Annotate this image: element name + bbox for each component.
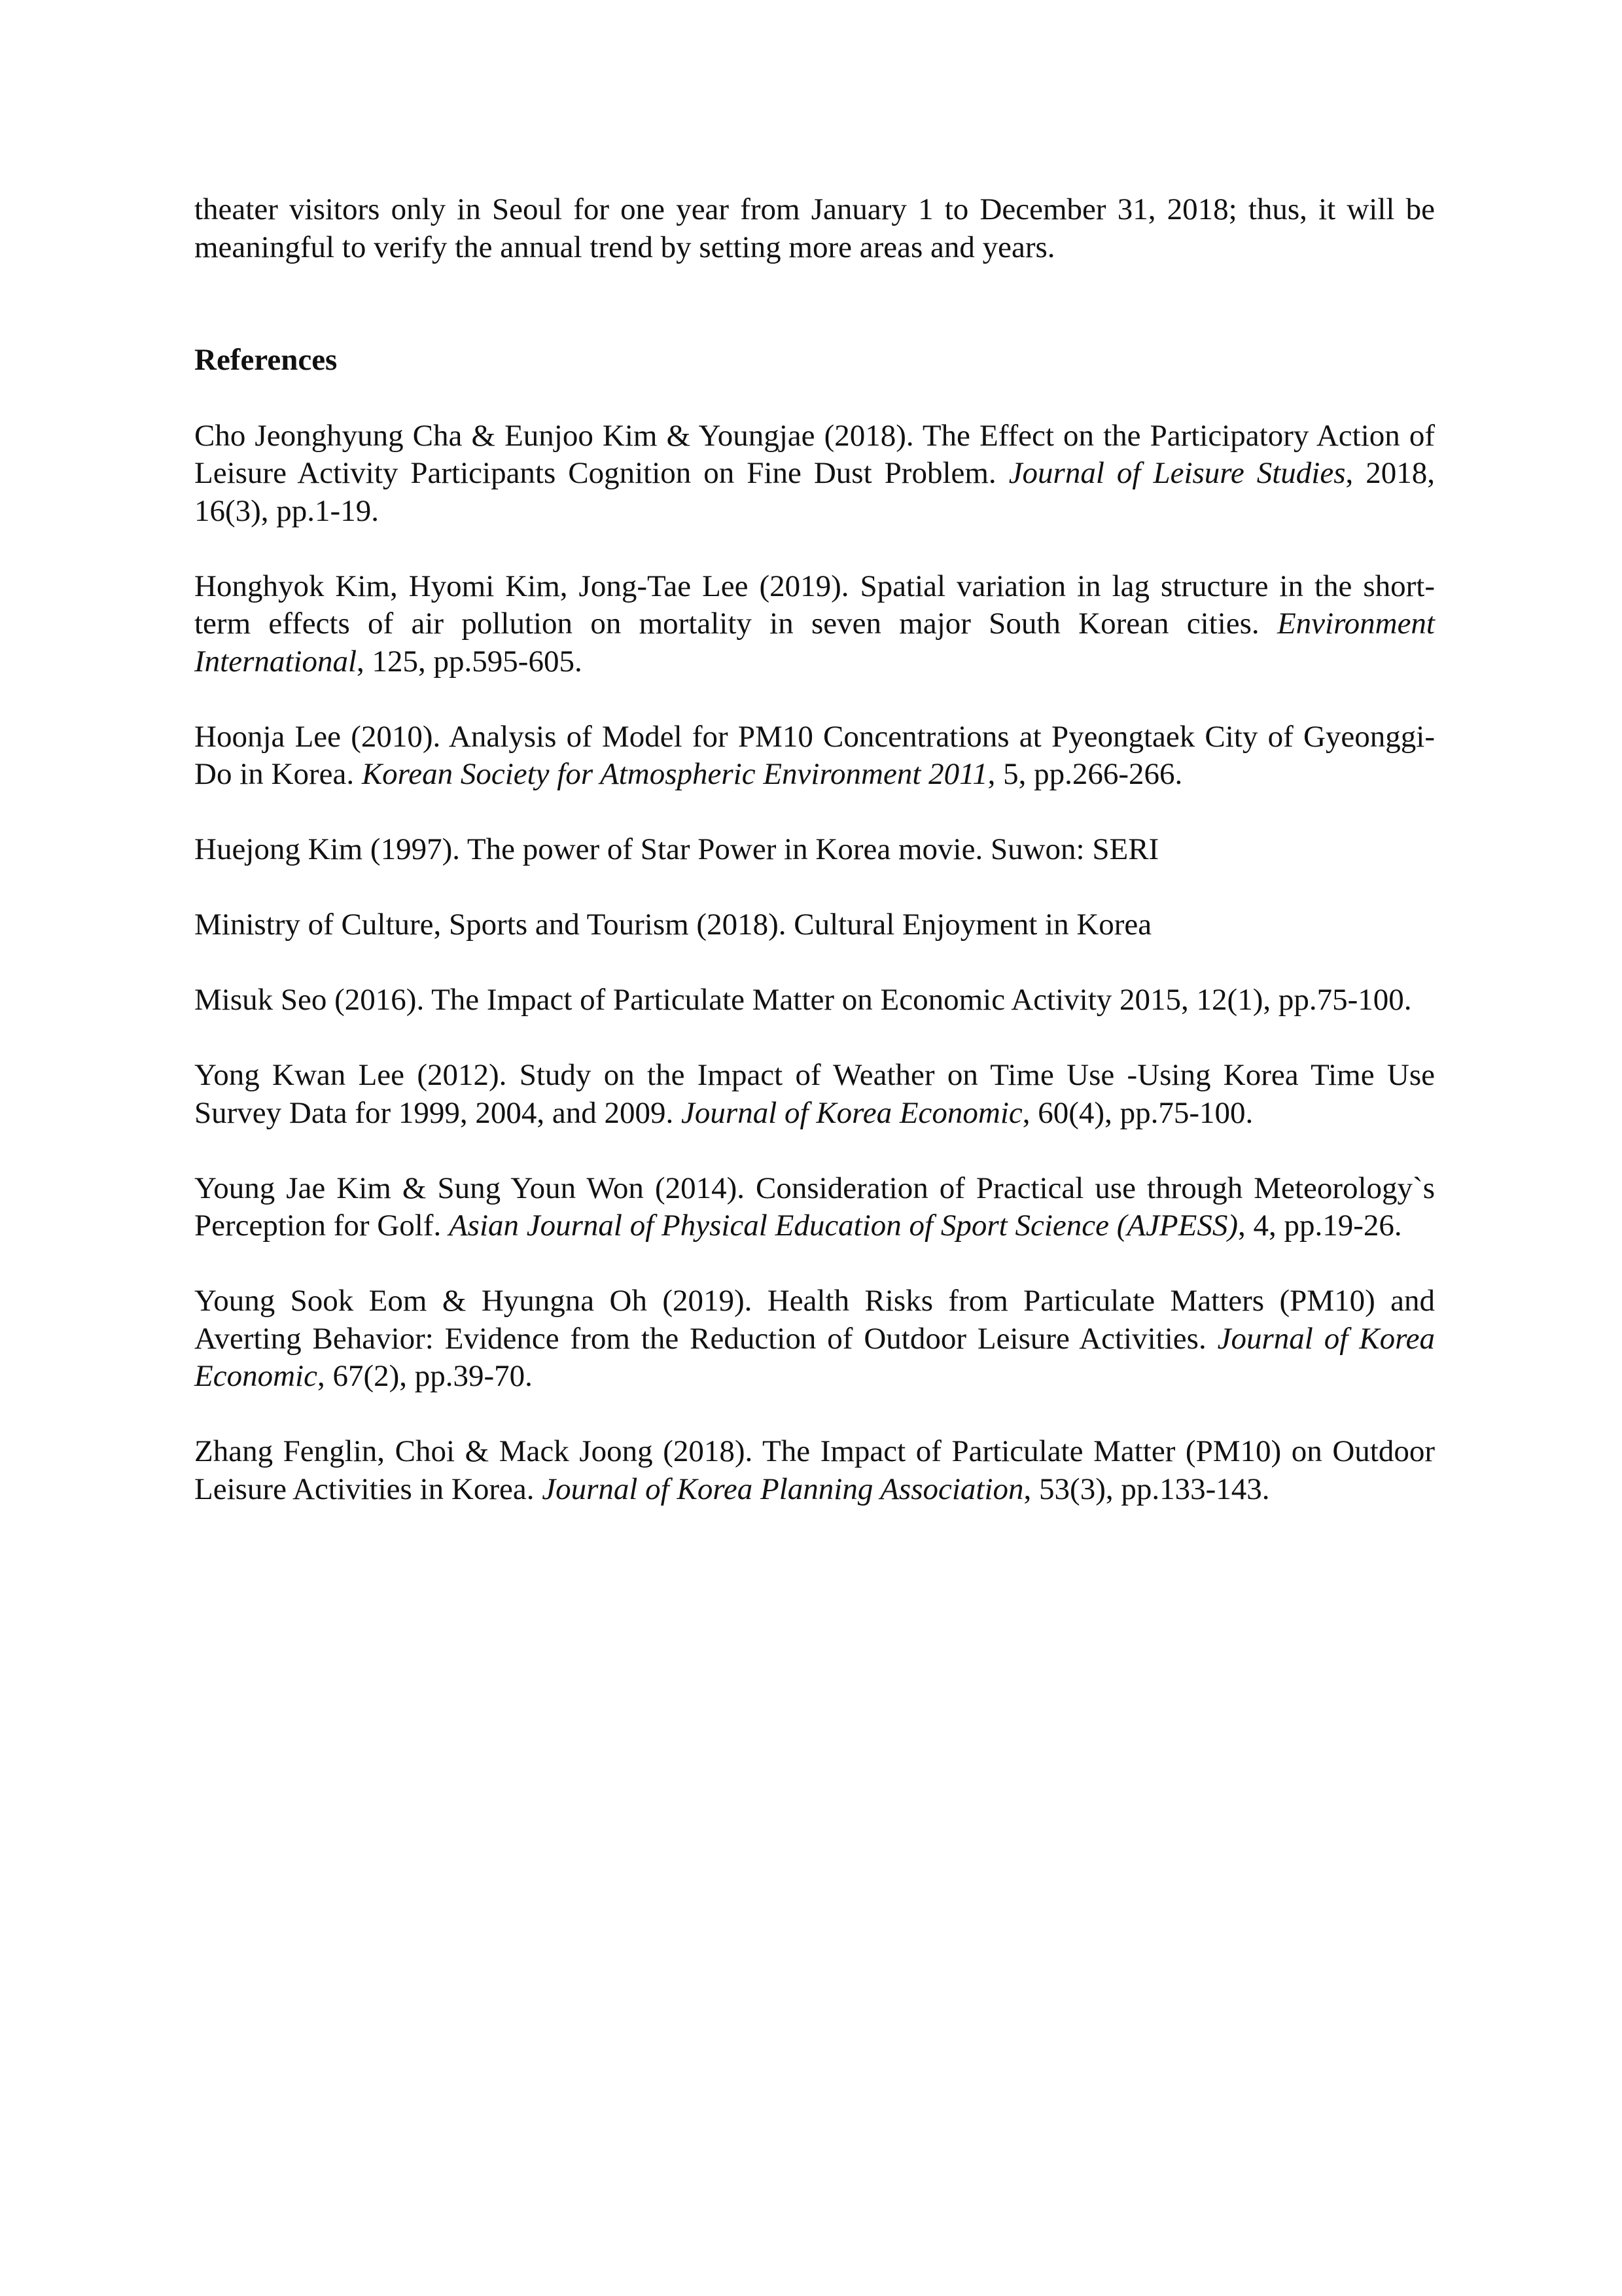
reference-journal: Asian Journal of Physical Education of Sport Science (AJPESS) [448, 1209, 1239, 1243]
reference-journal: Environment International [194, 607, 1435, 679]
reference-text: Honghyok Kim, Hyomi Kim, Jong-Tae Lee (2019). Spatial variation in lag structure in the short-term effects of air pollution on mortality in seven major South Korean cities. [194, 569, 1435, 641]
reference-text: Zhang Fenglin, Choi & Mack Joong (2018). The Impact of Particulate Matter (PM10) on Outdoor Leisure Activities in Korea. [194, 1434, 1435, 1506]
reference-item [194, 1057, 1435, 1132]
reference-item [194, 718, 1435, 794]
document-page [194, 191, 1435, 1546]
reference-journal: Journal of Korea Economic [681, 1095, 1023, 1130]
reference-text: Misuk Seo (2016). The Impact of Particulate Matter on Economic Activity 2015, 12(1), pp.75-100. [194, 983, 1412, 1017]
reference-item [194, 906, 1435, 944]
reference-details: , 67(2), pp.39-70. [317, 1359, 533, 1393]
reference-list [194, 417, 1435, 1509]
reference-details: , 5, pp.266-266. [987, 757, 1183, 791]
reference-journal: Journal of Leisure Studies [1008, 456, 1346, 490]
reference-text: Hoonja Lee (2010). Analysis of Model for PM10 Concentrations at Pyeongtaek City of Gyeonggi-Do in Korea. [194, 719, 1435, 791]
reference-text: Cho Jeonghyung Cha & Eunjoo Kim & Youngjae (2018). The Effect on the Participatory Action of Leisure Activity Participants Cognition on Fine Dust Problem. [194, 418, 1435, 490]
reference-details: , 125, pp.595-605. [357, 644, 582, 679]
reference-journal: Journal of Korea Economic [194, 1321, 1435, 1393]
reference-text: Ministry of Culture, Sports and Tourism (2018). Cultural Enjoyment in Korea [194, 908, 1152, 942]
reference-text: Yong Kwan Lee (2012). Study on the Impact of Weather on Time Use -Using Korea Time Use Survey Data for 1999, 2004, and 2009. [194, 1058, 1435, 1130]
reference-item [194, 1170, 1435, 1245]
reference-journal: Korean Society for Atmospheric Environment 2011 [361, 757, 988, 791]
references-heading: References [194, 343, 338, 377]
reference-text: Young Sook Eom & Hyungna Oh (2019). Health Risks from Particulate Matters (PM10) and Averting Behavior: Evidence from the Reduction of Outdoor Leisure Activities. [194, 1284, 1435, 1356]
reference-item [194, 1282, 1435, 1396]
reference-item [194, 568, 1435, 681]
intro-paragraph: theater visitors only in Seoul for one year from January 1 to December 31, 2018; thus, it will be meaningful to verify the annual trend by setting more areas and years. [194, 192, 1435, 264]
reference-details: , 60(4), pp.75-100. [1022, 1095, 1254, 1130]
reference-item [194, 981, 1435, 1019]
reference-text: Young Jae Kim & Sung Youn Won (2014). Consideration of Practical use through Meteorology`s Perception for Golf. [194, 1171, 1435, 1243]
reference-details: , 53(3), pp.133-143. [1023, 1472, 1270, 1506]
reference-item [194, 831, 1435, 869]
reference-details: , 4, pp.19-26. [1238, 1209, 1402, 1243]
reference-text: Huejong Kim (1997). The power of Star Power in Korea movie. Suwon: SERI [194, 832, 1159, 866]
reference-item [194, 1433, 1435, 1508]
reference-item [194, 417, 1435, 531]
reference-details: , 2018, 16(3), pp.1-19. [194, 456, 1436, 528]
reference-journal: Journal of Korea Planning Association [542, 1472, 1024, 1506]
